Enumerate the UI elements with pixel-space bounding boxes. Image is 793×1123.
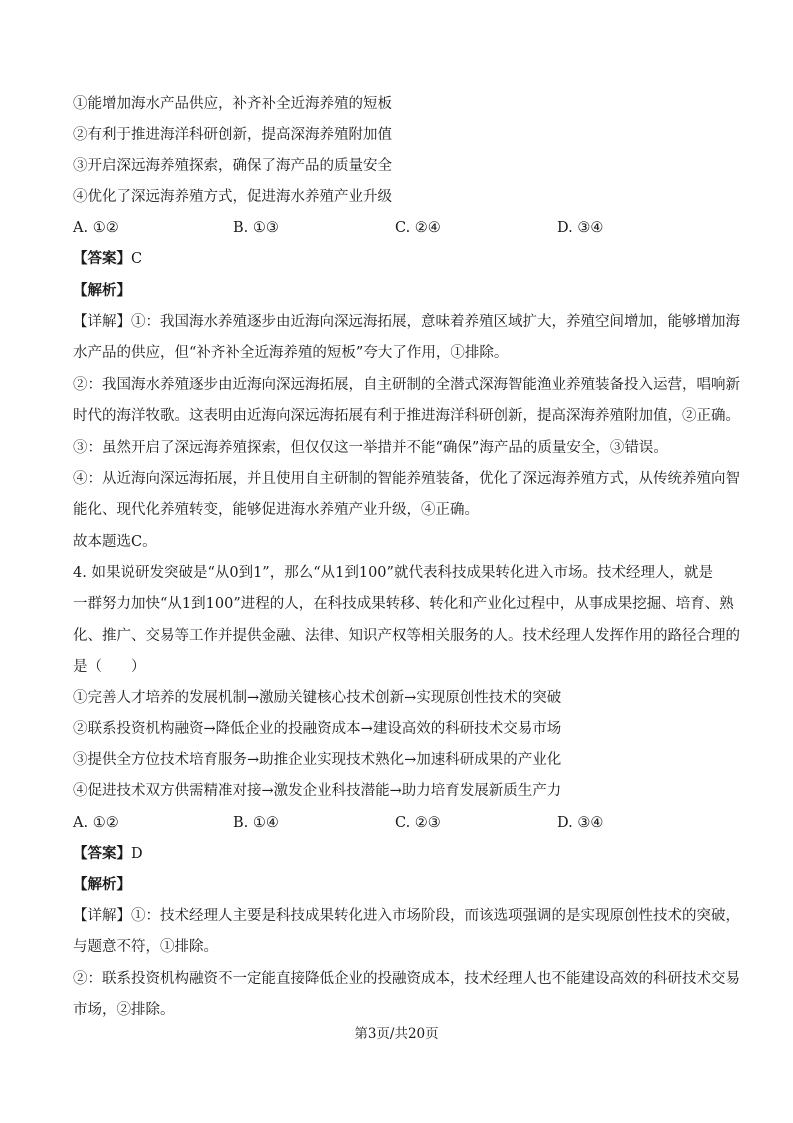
q4-detail-line-4: 市场，②排除。 xyxy=(73,1002,175,1018)
q3-option-b: B. ①③ xyxy=(233,220,279,236)
q3-option-d: D. ③④ xyxy=(557,220,604,236)
q4-detail-line-3: ②：联系投资机构融资不一定能直接降低企业的投融资成本，技术经理人也不能建设高效的科研技术交易 xyxy=(73,971,740,987)
q3-detail-line-5: ③：虽然开启了深远海养殖探索，但仅仅这一举措并不能“确保”海产品的质量安全，③错误。 xyxy=(73,440,668,456)
q4-detail-line-2: 与题意不符，①排除。 xyxy=(73,939,218,955)
q4-analysis-tag: 【解析】 xyxy=(73,876,131,893)
q3-detail-line-1: 【详解】①：我国海水养殖逐步由近海向深远海拓展，意味着养殖区域扩大，养殖空间增加，能够增加海 xyxy=(73,314,740,330)
q3-detail-line-6: ④：从近海向深远海拓展，并且使用自主研制的智能养殖装备，优化了深远海养殖方式，从传统养殖向智 xyxy=(73,471,740,487)
q4-options xyxy=(73,813,723,833)
q3-option-c: C. ②④ xyxy=(395,220,441,236)
page-footer: 第3页/共20页 xyxy=(354,1026,439,1042)
q3-detail-line-3: ②：我国海水养殖逐步由近海向深远海拓展，自主研制的全潜式深海智能渔业养殖装备投入运营，唱响新 xyxy=(73,377,740,393)
q3-detail-line-8: 故本题选C。 xyxy=(73,534,157,550)
q3-item-2: ②有利于推进海洋科研创新，提高深海养殖附加值 xyxy=(73,127,392,143)
q3-answer-value: C xyxy=(131,251,143,267)
q3-answer-tag: 【答案】 xyxy=(73,250,131,267)
q4-stem-line-3: 化、推广、交易等工作并提供金融、法律、知识产权等相关服务的人。技术经理人发挥作用的路径合理的 xyxy=(73,628,740,644)
q4-stem-line-4: 是（ ） xyxy=(73,659,146,675)
q3-item-3: ③开启深远海养殖探索，确保了海产品的质量安全 xyxy=(73,158,392,174)
q4-answer-tag: 【答案】 xyxy=(73,845,131,862)
q3-analysis-tag: 【解析】 xyxy=(73,282,131,299)
q3-answer-line xyxy=(73,249,723,269)
q4-stem-line-1: 4. 如果说研发突破是“从0到1”，那么“从1到100”就代表科技成果转化进入市场。技术经理人，就是 xyxy=(73,565,713,581)
q4-answer-line xyxy=(73,844,723,864)
q4-option-d: D. ③④ xyxy=(557,815,604,831)
q3-detail-line-4: 时代的海洋牧歌。这表明由近海向深远海拓展有利于推进海洋科研创新，提高深海养殖附加值，②正确。 xyxy=(73,408,740,424)
q4-detail-line-1: 【详解】①：技术经理人主要是科技成果转化进入市场阶段，而该选项强调的是实现原创性技术的突破， xyxy=(73,908,740,924)
q4-item-4: ④促进技术双方供需精准对接→激发企业科技潜能→助力培育发展新质生产力 xyxy=(73,783,562,799)
q3-options xyxy=(73,218,723,238)
q4-option-b: B. ①④ xyxy=(233,815,279,831)
q3-item-4: ④优化了深远海养殖方式，促进海水养殖产业升级 xyxy=(73,189,392,205)
q3-detail-line-7: 能化、现代化养殖转变，能够促进海水养殖产业升级，④正确。 xyxy=(73,502,479,518)
q3-item-1: ①能增加海水产品供应，补齐补全近海养殖的短板 xyxy=(73,96,392,112)
q3-option-a: A. ①② xyxy=(73,220,119,236)
q4-option-c: C. ②③ xyxy=(395,815,441,831)
q4-answer-value: D xyxy=(131,846,143,862)
q4-item-1: ①完善人才培养的发展机制→激励关键核心技术创新→实现原创性技术的突破 xyxy=(73,690,562,706)
q4-item-3: ③提供全方位技术培育服务→助推企业实现技术熟化→加速科研成果的产业化 xyxy=(73,752,562,768)
q4-item-2: ②联系投资机构融资→降低企业的投融资成本→建设高效的科研技术交易市场 xyxy=(73,721,562,737)
q3-detail-line-2: 水产品的供应，但“补齐补全近海养殖的短板”夸大了作用，①排除。 xyxy=(73,345,509,361)
q4-option-a: A. ①② xyxy=(73,815,119,831)
q4-stem-line-2: 一群努力加快“从1到100”进程的人，在科技成果转移、转化和产业化过程中，从事成果挖掘、培育、熟 xyxy=(73,596,734,612)
